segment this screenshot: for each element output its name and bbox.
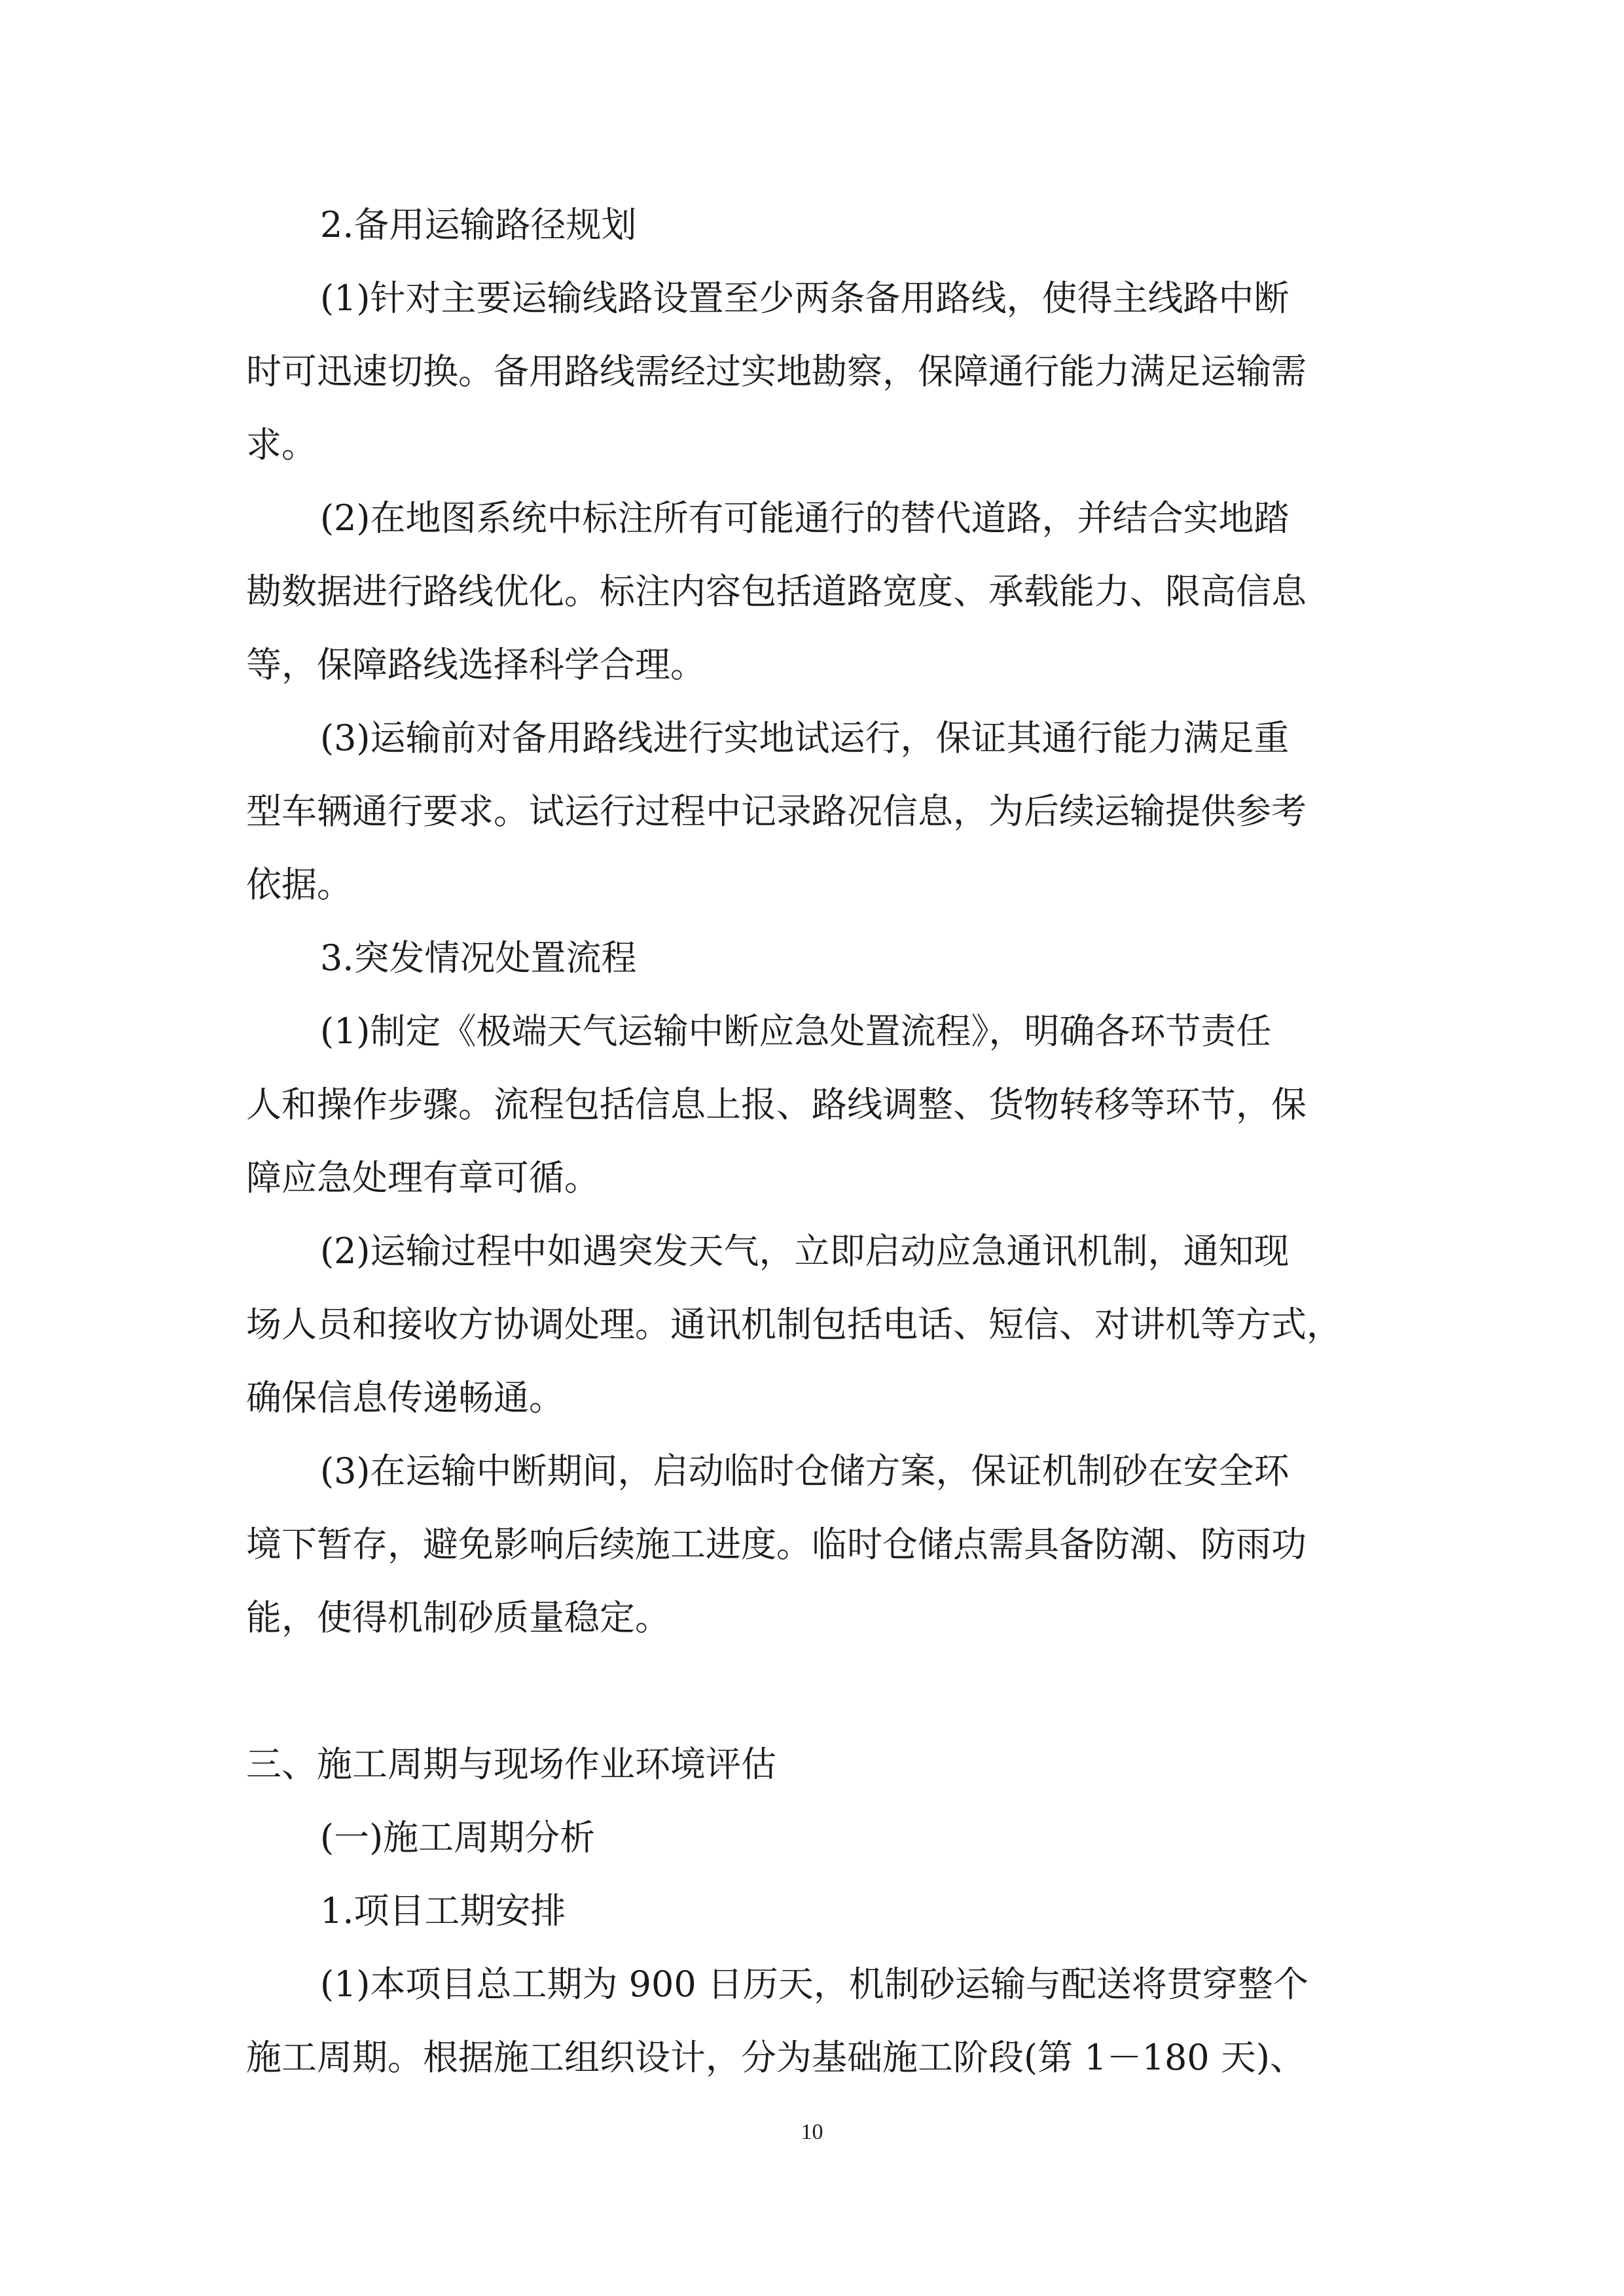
text-line: 时可迅速切换。备用路线需经过实地勘察，保障通行能力满足运输需 [246, 351, 1307, 392]
text-line: 1.项目工期安排 [320, 1890, 566, 1931]
text-line: 等，保障路线选择科学合理。 [246, 644, 706, 685]
text-line: 依据。 [246, 864, 352, 905]
text-line: 场人员和接收方协调处理。通讯机制包括电话、短信、对讲机等方式， [246, 1304, 1342, 1345]
section-gap [246, 1655, 1382, 1728]
text-line: (3)运输前对备用路线进行实地试运行，保证其通行能力满足重 [320, 717, 1290, 759]
text-line: 求。 [246, 424, 317, 465]
page-number: 10 [801, 2120, 823, 2144]
text-line: (3)在运输中断期间，启动临时仓储方案，保证机制砂在安全环 [320, 1450, 1290, 1492]
text-line: (1)制定《极端天气运输中断应急处置流程》，明确各环节责任 [320, 1011, 1272, 1052]
document-body [246, 188, 1382, 2094]
text-line: (1)针对主要运输线路设置至少两条备用路线，使得主线路中断 [320, 278, 1290, 319]
text-line: 型车辆通行要求。试运行过程中记录路况信息，为后续运输提供参考 [246, 791, 1307, 832]
text-line: 障应急处理有章可循。 [246, 1157, 600, 1198]
text-line: (2)在地图系统中标注所有可能通行的替代道路，并结合实地踏 [320, 497, 1290, 539]
text-line: 三、施工周期与现场作业环境评估 [246, 1744, 776, 1785]
text-line: (2)运输过程中如遇突发天气，立即启动应急通讯机制，通知现 [320, 1230, 1290, 1272]
text-line: 能，使得机制砂质量稳定。 [246, 1597, 670, 1638]
text-line: 勘数据进行路线优化。标注内容包括道路宽度、承载能力、限高信息 [246, 571, 1307, 612]
text-line: 施工周期。根据施工组织设计，分为基础施工阶段(第 1－180 天)、 [246, 2037, 1305, 2078]
text-line: 2.备用运输路径规划 [320, 204, 637, 245]
text-line: 3.突发情况处置流程 [320, 937, 637, 978]
text-line: 人和操作步骤。流程包括信息上报、路线调整、货物转移等环节，保 [246, 1084, 1307, 1125]
text-line: 确保信息传递畅通。 [246, 1377, 564, 1418]
text-line: 境下暂存，避免影响后续施工进度。临时仓储点需具备防潮、防雨功 [246, 1524, 1307, 1565]
text-line: (一)施工周期分析 [320, 1817, 596, 1858]
text-line: (1)本项目总工期为 900 日历天，机制砂运输与配送将贯穿整个 [320, 1964, 1308, 2005]
